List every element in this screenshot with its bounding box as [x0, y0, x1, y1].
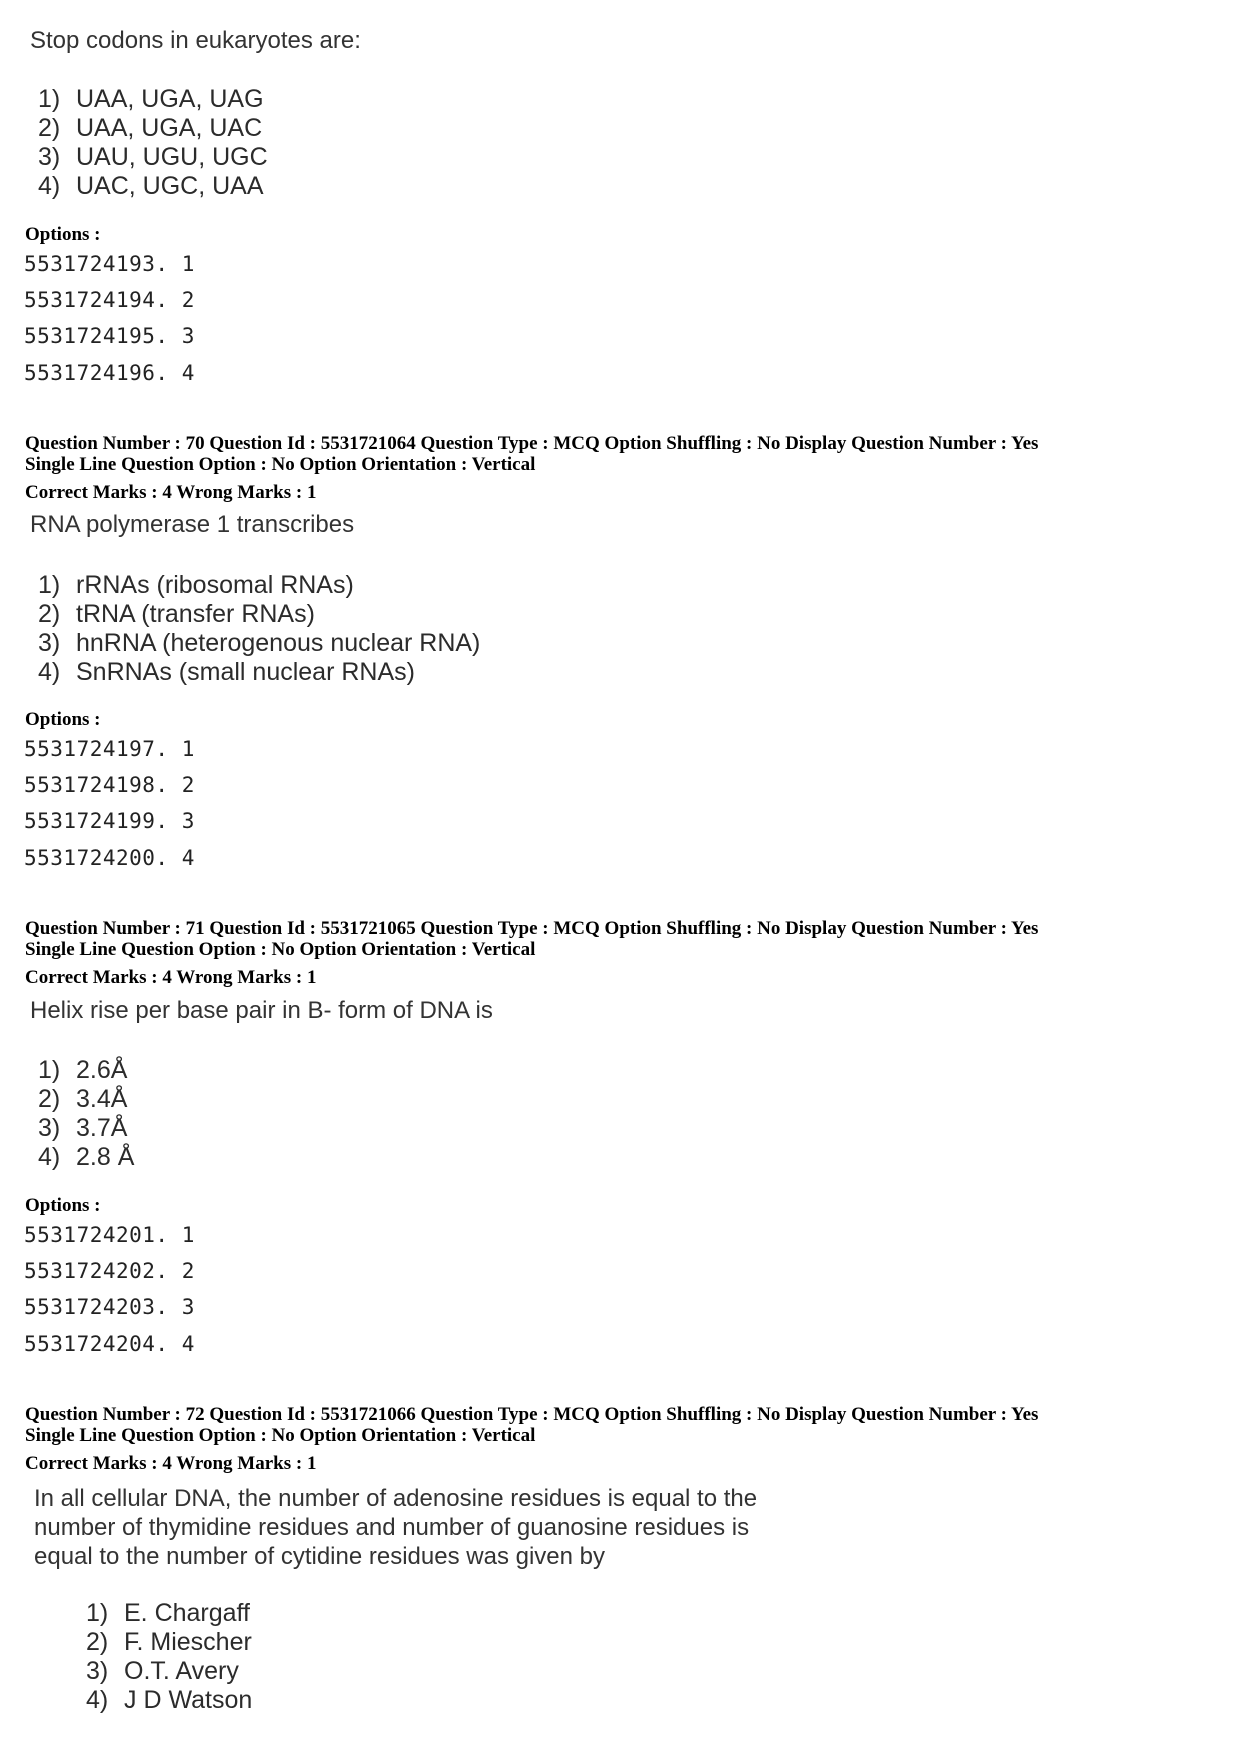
option-row[interactable]: 5531724198. 2: [24, 773, 195, 797]
question-meta-line2: Single Line Question Option : No Option Orientation : Vertical: [25, 1425, 536, 1446]
question-marks: Correct Marks : 4 Wrong Marks : 1: [25, 1453, 317, 1474]
question-text: Helix rise per base pair in B- form of DNA is: [30, 997, 493, 1024]
choice-text: UAA, UGA, UAG: [76, 85, 264, 113]
options-heading: Options :: [25, 1195, 101, 1216]
question-meta-line1: Question Number : 72 Question Id : 5531721066 Question Type : MCQ Option Shuffling : No Display Question Number : Yes: [25, 1404, 1039, 1425]
choice-number: 3): [38, 629, 61, 657]
option-row[interactable]: 5531724202. 2: [24, 1259, 195, 1283]
choice-number: 3): [86, 1657, 109, 1685]
question-text: Stop codons in eukaryotes are:: [30, 27, 361, 54]
choice-text: 3.4Å: [76, 1085, 128, 1113]
answer-choice: [86, 1598, 250, 1628]
choice-text: 2.8 Å: [76, 1143, 135, 1171]
choice-text: 2.6Å: [76, 1056, 128, 1084]
option-row[interactable]: 5531724195. 3: [24, 324, 195, 348]
choice-number: 4): [86, 1686, 109, 1714]
question-meta-line1: Question Number : 71 Question Id : 5531721065 Question Type : MCQ Option Shuffling : No Display Question Number : Yes: [25, 918, 1039, 939]
choice-text: SnRNAs (small nuclear RNAs): [76, 658, 415, 686]
choice-number: 2): [86, 1628, 109, 1656]
choice-text: rRNAs (ribosomal RNAs): [76, 571, 354, 599]
choice-text: J D Watson: [124, 1686, 253, 1714]
option-row[interactable]: 5531724200. 4: [24, 846, 195, 870]
question-marks: Correct Marks : 4 Wrong Marks : 1: [25, 482, 317, 503]
choice-text: O.T. Avery: [124, 1657, 239, 1685]
choice-number: 2): [38, 600, 61, 628]
choice-number: 1): [38, 1056, 61, 1084]
options-heading: Options :: [25, 709, 101, 730]
choice-text: F. Miescher: [124, 1628, 252, 1656]
answer-choice: [38, 142, 268, 172]
option-row[interactable]: 5531724193. 1: [24, 252, 195, 276]
question-meta-line2: Single Line Question Option : No Option Orientation : Vertical: [25, 939, 536, 960]
option-row[interactable]: 5531724201. 1: [24, 1223, 195, 1247]
option-row[interactable]: 5531724199. 3: [24, 809, 195, 833]
options-heading: Options :: [25, 224, 101, 245]
choice-number: 4): [38, 658, 61, 686]
option-row[interactable]: 5531724197. 1: [24, 737, 195, 761]
answer-choice: [38, 113, 262, 143]
answer-choice: [86, 1685, 252, 1715]
answer-choice: [38, 1055, 127, 1085]
question-marks: Correct Marks : 4 Wrong Marks : 1: [25, 967, 317, 988]
choice-number: 1): [86, 1599, 109, 1627]
option-row[interactable]: 5531724203. 3: [24, 1295, 195, 1319]
question-text: RNA polymerase 1 transcribes: [30, 511, 355, 538]
choice-text: UAA, UGA, UAC: [76, 114, 263, 142]
answer-choice: [38, 657, 415, 687]
choice-number: 2): [38, 1085, 61, 1113]
answer-choice: [38, 171, 264, 201]
answer-choice: [38, 1113, 127, 1143]
option-row[interactable]: 5531724194. 2: [24, 288, 195, 312]
option-row[interactable]: 5531724204. 4: [24, 1332, 195, 1356]
question-meta-line1: Question Number : 70 Question Id : 5531721064 Question Type : MCQ Option Shuffling : No Display Question Number : Yes: [25, 433, 1039, 454]
choice-text: E. Chargaff: [124, 1599, 251, 1627]
choice-text: tRNA (transfer RNAs): [76, 600, 315, 628]
question-text: In all cellular DNA, the number of adenosine residues is equal to the number of thymidine residues and number of guanosine residues is equal to the number of cytidine residues was given by: [34, 1485, 758, 1570]
answer-choice: [38, 84, 264, 114]
answer-choice: [86, 1627, 252, 1657]
answer-choice: [86, 1656, 239, 1686]
choice-number: 4): [38, 172, 61, 200]
question-meta-line2: Single Line Question Option : No Option Orientation : Vertical: [25, 454, 536, 475]
choice-number: 1): [38, 85, 61, 113]
choice-text: UAU, UGU, UGC: [76, 143, 268, 171]
choice-number: 3): [38, 143, 61, 171]
choice-text: 3.7Å: [76, 1114, 128, 1142]
choice-number: 3): [38, 1114, 61, 1142]
option-row[interactable]: 5531724196. 4: [24, 361, 195, 385]
answer-choice: [38, 1142, 134, 1172]
choice-text: hnRNA (heterogenous nuclear RNA): [76, 629, 481, 657]
choice-number: 1): [38, 571, 61, 599]
choice-text: UAC, UGC, UAA: [76, 172, 264, 200]
answer-choice: [38, 599, 315, 629]
answer-choice: [38, 570, 354, 600]
choice-number: 4): [38, 1143, 61, 1171]
answer-choice: [38, 628, 480, 658]
choice-number: 2): [38, 114, 61, 142]
answer-choice: [38, 1084, 127, 1114]
